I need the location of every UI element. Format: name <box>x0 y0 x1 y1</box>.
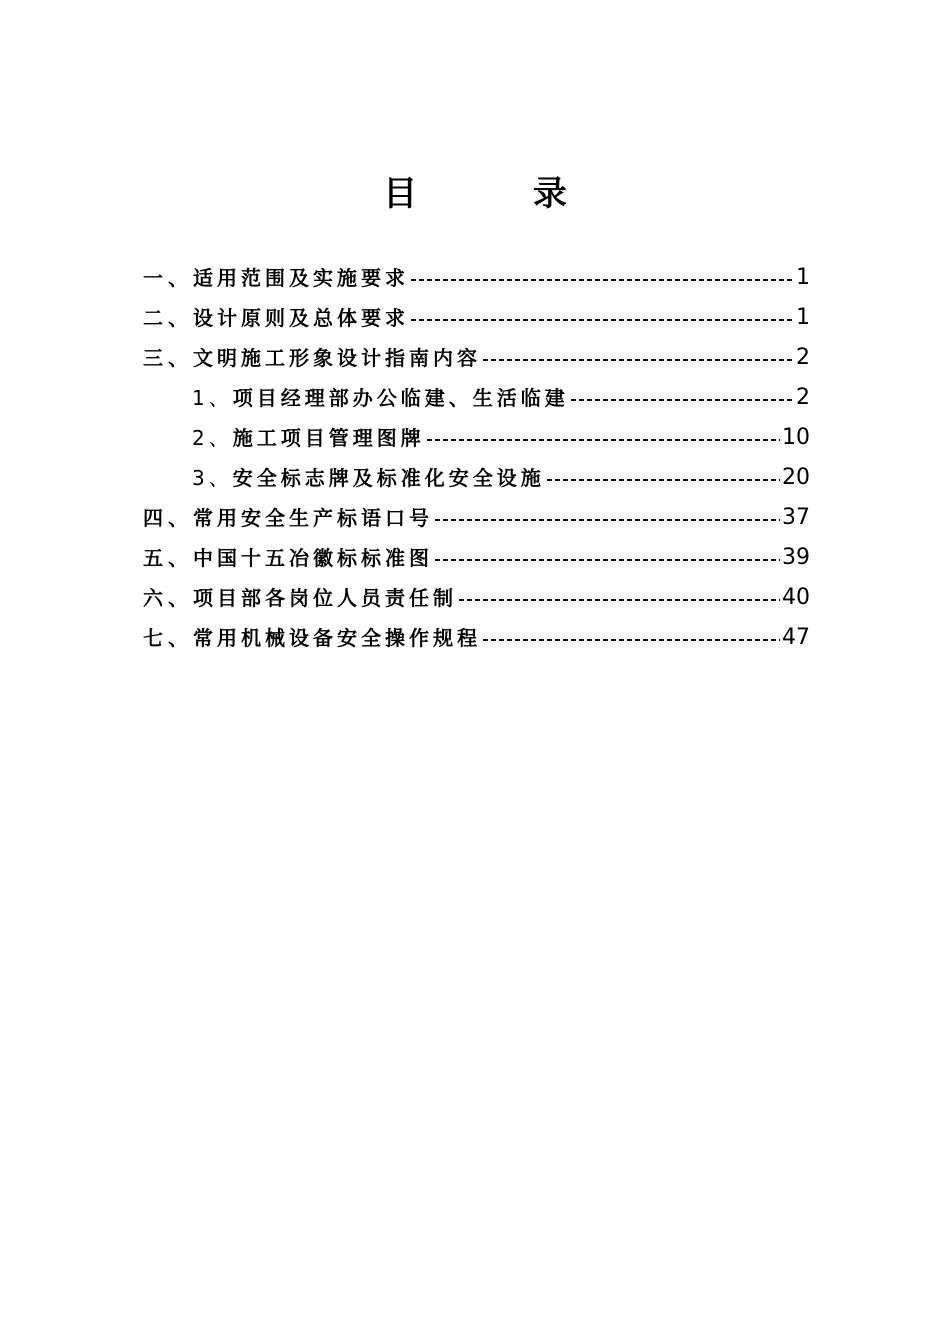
toc-entry-page: 10 <box>782 425 810 450</box>
toc-entry-page: 37 <box>782 505 810 530</box>
toc-entry-number: 1、 <box>192 386 233 410</box>
toc-entry-label: 适用范围及实施要求 <box>193 266 409 290</box>
toc-entry[interactable] <box>0 298 810 338</box>
toc-dot-leader <box>411 279 794 281</box>
toc-entry[interactable] <box>0 498 810 538</box>
toc-subentry[interactable] <box>0 378 810 418</box>
toc-entry-number: 二、 <box>143 306 193 330</box>
toc-entry-label: 项目部各岗位人员责任制 <box>193 586 457 610</box>
toc-entry-page: 47 <box>782 625 810 650</box>
toc-dot-leader <box>411 319 794 321</box>
toc-entry-page: 20 <box>782 465 810 490</box>
toc-entry-label: 项目经理部办公临建、生活临建 <box>232 386 569 410</box>
toc-entry-page: 1 <box>796 265 810 290</box>
toc-entry[interactable] <box>0 538 810 578</box>
toc-entry-number: 一、 <box>143 266 193 290</box>
toc-dot-leader <box>427 439 780 441</box>
table-of-contents <box>0 258 950 658</box>
toc-entry-number: 六、 <box>143 586 193 610</box>
toc-entry-label: 常用安全生产标语口号 <box>193 506 433 530</box>
toc-dot-leader <box>459 599 780 601</box>
toc-entry-label: 施工项目管理图牌 <box>232 426 425 450</box>
toc-entry-page: 40 <box>782 585 810 610</box>
toc-entry-page: 2 <box>796 345 810 370</box>
toc-entry-number: 四、 <box>143 506 193 530</box>
toc-entry[interactable] <box>0 578 810 618</box>
toc-entry-number: 三、 <box>143 346 193 370</box>
page-title: 目 录 <box>383 174 619 214</box>
toc-entry-number: 2、 <box>192 426 233 450</box>
toc-entry[interactable] <box>0 618 810 658</box>
toc-entry-label: 中国十五冶徽标标准图 <box>193 546 433 570</box>
toc-dot-leader <box>435 559 780 561</box>
toc-entry-label: 安全标志牌及标准化安全设施 <box>232 466 545 490</box>
toc-entry-page: 1 <box>796 305 810 330</box>
toc-dot-leader <box>571 399 794 401</box>
toc-entry-number: 五、 <box>143 546 193 570</box>
toc-entry-label: 常用机械设备安全操作规程 <box>193 626 481 650</box>
toc-entry-number: 七、 <box>143 626 193 650</box>
toc-dot-leader <box>435 519 780 521</box>
toc-dot-leader <box>483 359 794 361</box>
toc-entry-label: 文明施工形象设计指南内容 <box>193 346 481 370</box>
toc-dot-leader <box>547 479 780 481</box>
toc-entry-page: 39 <box>782 545 810 570</box>
toc-subentry[interactable] <box>0 458 810 498</box>
toc-entry-label: 设计原则及总体要求 <box>193 306 409 330</box>
toc-entry-number: 3、 <box>192 466 233 490</box>
toc-entry[interactable] <box>0 258 810 298</box>
toc-dot-leader <box>483 639 780 641</box>
toc-entry-page: 2 <box>796 385 810 410</box>
toc-entry[interactable] <box>0 338 810 378</box>
toc-subentry[interactable] <box>0 418 810 458</box>
